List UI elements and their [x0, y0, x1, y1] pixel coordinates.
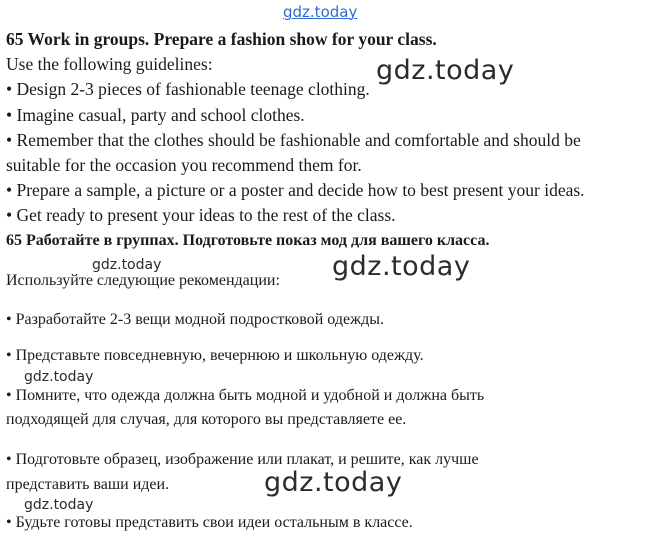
guideline-item-en: • Remember that the clothes should be fashionable and comfortable and should be [6, 130, 581, 150]
guideline-item-ru: • Будьте готовы представить свои идеи остальным в классе. [6, 514, 413, 531]
guideline-item-ru: • Помните, что одежда должна быть модной и удобной и должна быть [6, 387, 485, 404]
exercise-title-ru: 65 Работайте в группах. Подготовьте показ мод для вашего класса. [6, 232, 490, 249]
guidelines-intro-en: Use the following guidelines: [6, 54, 213, 74]
guideline-item-en-continued: suitable for the occasion you recommend them for. [6, 155, 362, 175]
guideline-item-en: • Get ready to present your ideas to the rest of the class. [6, 205, 396, 225]
guideline-item-ru: • Подготовьте образец, изображение или плакат, и решите, как лучше [6, 451, 479, 468]
guideline-item-en: • Design 2-3 pieces of fashionable teenage clothing. [6, 79, 370, 99]
watermark: gdz.today [376, 55, 515, 86]
watermark: gdz.today [24, 497, 94, 513]
guideline-item-ru: • Разработайте 2-3 вещи модной подростковой одежды. [6, 311, 385, 328]
watermark: gdz.today [264, 467, 403, 498]
guideline-item-ru: • Представьте повседневную, вечернюю и школьную одежду. [6, 347, 424, 364]
exercise-title-en: 65 Work in groups. Prepare a fashion show for your class. [6, 29, 437, 49]
guideline-item-en: • Imagine casual, party and school clothes. [6, 105, 305, 125]
watermark: gdz.today [332, 251, 471, 282]
watermark: gdz.today [24, 369, 94, 385]
guideline-item-ru-continued: представить ваши идеи. [6, 476, 170, 493]
guidelines-intro-ru: Используйте следующие рекомендации: [6, 272, 280, 289]
watermark-link[interactable]: gdz.today [283, 3, 358, 21]
guideline-item-ru-continued: подходящей для случая, для которого вы представляете ее. [6, 411, 407, 428]
watermark: gdz.today [92, 257, 162, 273]
guideline-item-en: • Prepare a sample, a picture or a poster and decide how to best present your ideas. [6, 180, 585, 200]
